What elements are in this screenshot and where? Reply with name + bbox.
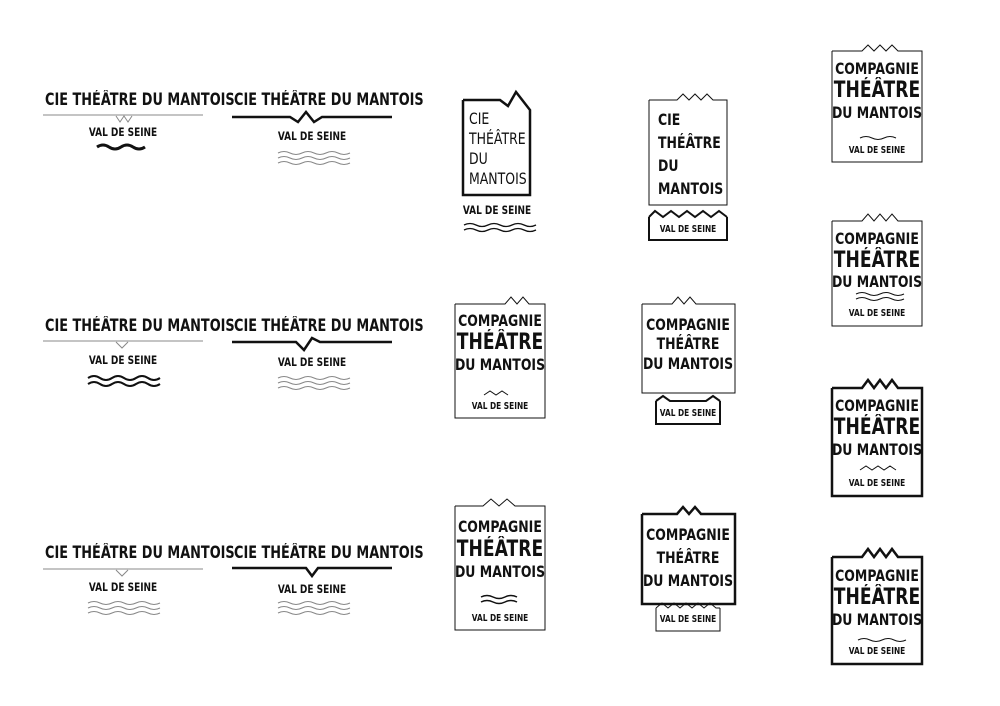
logo-region: VAL DE SEINE	[471, 613, 529, 624]
logo-theatre: THÉÂTRE	[469, 129, 526, 148]
logo-compagnie: COMPAGNIE	[835, 396, 919, 415]
logo-theatre: THÉÂTRE	[456, 537, 544, 562]
logo-compagnie: COMPAGNIE	[458, 311, 542, 330]
logo-du-mantois: DU MANTOIS	[642, 354, 734, 373]
logo-region: VAL DE SEINE	[277, 582, 347, 596]
logo-du: DU	[469, 149, 488, 168]
logo-region: VAL DE SEINE	[88, 125, 158, 139]
logo-theatre: THÉÂTRE	[833, 248, 921, 273]
logo-theatre: THÉÂTRE	[833, 415, 921, 440]
logo-compagnie: COMPAGNIE	[458, 517, 542, 536]
logo-compagnie: COMPAGNIE	[646, 315, 730, 334]
logo-region: VAL DE SEINE	[848, 646, 906, 657]
logo-mantois: MANTOIS	[658, 179, 724, 198]
logo-region: VAL DE SEINE	[88, 353, 158, 367]
logo-title: CIE THÉÂTRE DU MANTOIS	[234, 543, 424, 562]
logo-du-mantois: DU MANTOIS	[831, 440, 923, 459]
logo-theatre: THÉÂTRE	[833, 585, 921, 610]
logo-compagnie: COMPAGNIE	[835, 229, 919, 248]
logo-du-mantois: DU MANTOIS	[831, 103, 923, 122]
logo-title: CIE THÉÂTRE DU MANTOIS	[45, 543, 235, 562]
logo-region: VAL DE SEINE	[848, 308, 906, 319]
logo-region: VAL DE SEINE	[659, 614, 717, 625]
logo-theatre: THÉÂTRE	[658, 133, 721, 152]
logo-region: VAL DE SEINE	[277, 129, 347, 143]
logo-theatre: THÉÂTRE	[656, 334, 720, 353]
logo-theatre: THÉÂTRE	[833, 78, 921, 103]
logo-du-mantois: DU MANTOIS	[642, 571, 734, 590]
logo-region: VAL DE SEINE	[659, 408, 717, 419]
logo-region: VAL DE SEINE	[659, 224, 717, 235]
logo-title: CIE THÉÂTRE DU MANTOIS	[45, 316, 235, 335]
logo-du: DU	[658, 156, 679, 175]
logo-compagnie: COMPAGNIE	[646, 525, 730, 544]
logo-region: VAL DE SEINE	[277, 355, 347, 369]
logo-compagnie: COMPAGNIE	[835, 59, 919, 78]
logo-cie: CIE	[469, 109, 490, 128]
logo-mantois: MANTOIS	[469, 169, 527, 188]
logo-title: CIE THÉÂTRE DU MANTOIS	[234, 316, 424, 335]
logo-du-mantois: DU MANTOIS	[831, 272, 923, 291]
logo-title: CIE THÉÂTRE DU MANTOIS	[45, 90, 235, 109]
logo-title: CIE THÉÂTRE DU MANTOIS	[234, 90, 424, 109]
logo-du-mantois: DU MANTOIS	[454, 355, 546, 374]
logo-compagnie: COMPAGNIE	[835, 566, 919, 585]
logo-region: VAL DE SEINE	[462, 203, 532, 217]
logo-region: VAL DE SEINE	[848, 478, 906, 489]
logo-region: VAL DE SEINE	[88, 580, 158, 594]
logo-theatre: THÉÂTRE	[656, 548, 720, 567]
logo-region: VAL DE SEINE	[471, 401, 529, 412]
logo-cie: CIE	[658, 110, 681, 129]
logo-du-mantois: DU MANTOIS	[454, 562, 546, 581]
logo-du-mantois: DU MANTOIS	[831, 610, 923, 629]
logo-theatre: THÉÂTRE	[456, 330, 544, 355]
logo-region: VAL DE SEINE	[848, 145, 906, 156]
